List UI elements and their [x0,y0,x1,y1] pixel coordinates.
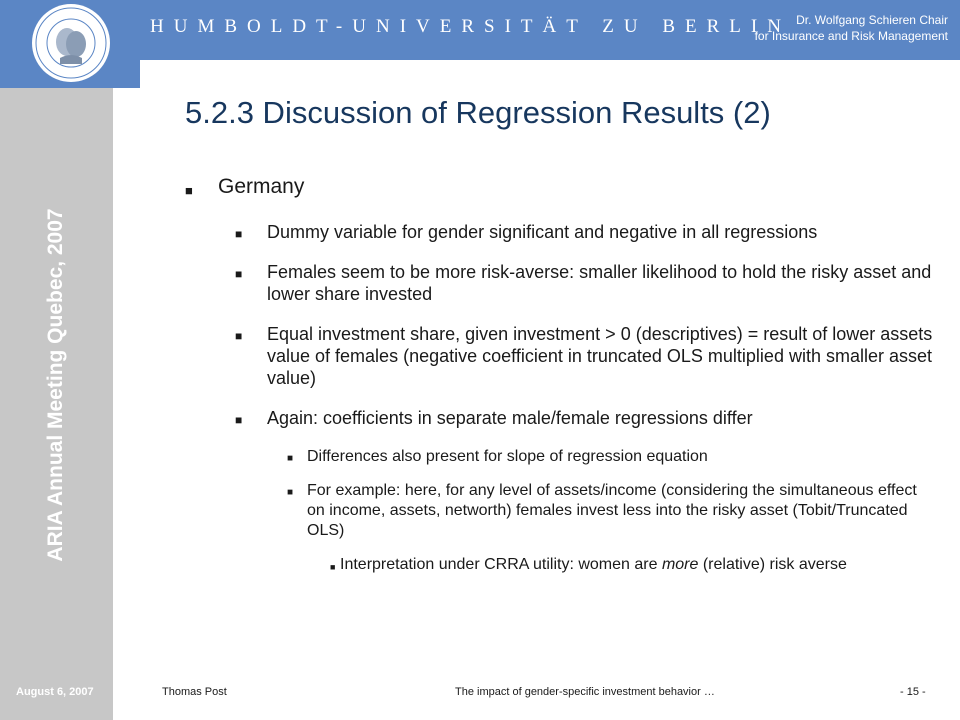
square-bullet-icon: ■ [235,267,243,281]
bullet-text-part: (relative) risk averse [698,556,847,573]
conference-label: ARIA Annual Meeting Quebec, 2007 [44,208,67,562]
emphasis-text: more [661,556,699,573]
bullet-text: For example: here, for any level of assets/income (considering the simultaneous effect on income, assets, networth) females invest less into the risky asset (Tobit/Truncated OLS) [307,482,917,539]
slide-title: 5.2.3 Discussion of Regression Results (2) [185,95,771,130]
square-bullet-icon: ■ [330,562,336,572]
bullet-level2 [235,323,945,389]
bullet-text: Differences also present for slope of regression equation [307,448,708,465]
square-bullet-icon: ■ [235,227,243,241]
university-name: HUMBOLDT-UNIVERSITÄT ZU BERLIN [150,16,791,37]
bullet-level3 [287,481,937,541]
logo-box [0,0,140,88]
page-number: - 15 - [900,686,926,698]
footer-date: August 6, 2007 [16,686,94,698]
bullet-level2 [235,221,945,243]
footer-title: The impact of gender-specific investment behavior … [455,686,715,698]
square-bullet-icon: ■ [287,453,294,464]
chair-line-2: for Insurance and Risk Management [754,29,948,43]
bullet-level2 [235,261,945,305]
bullet-text: Females seem to be more risk-averse: smaller likelihood to hold the risky asset and lower share invested [267,262,932,304]
footer-author: Thomas Post [162,686,227,698]
chair-name [755,12,948,44]
chair-line-1: Dr. Wolfgang Schieren Chair [796,13,948,27]
bullet-text: Dummy variable for gender significant and negative in all regressions [267,222,818,242]
bullet-text: Again: coefficients in separate male/female regressions differ [267,408,753,428]
square-bullet-icon: ■ [235,413,243,427]
slide-content [185,175,945,575]
square-bullet-icon: ■ [287,487,294,498]
bullet-level2 [235,407,945,429]
bullet-level4 [330,555,930,575]
bullet-text: Germany [218,175,305,198]
bullet-level3 [287,447,937,467]
square-bullet-icon: ■ [185,183,193,198]
bullet-text: Equal investment share, given investment > 0 (descriptives) = result of lower assets value of females (negative coefficient in truncated OLS multiplied with smaller asset value) [267,324,933,388]
university-seal-logo [30,2,112,84]
bullet-level1 [185,175,945,199]
bullet-text [340,556,847,573]
bullet-text-part: Interpretation under CRRA utility: women are [340,556,662,573]
square-bullet-icon: ■ [235,329,243,343]
